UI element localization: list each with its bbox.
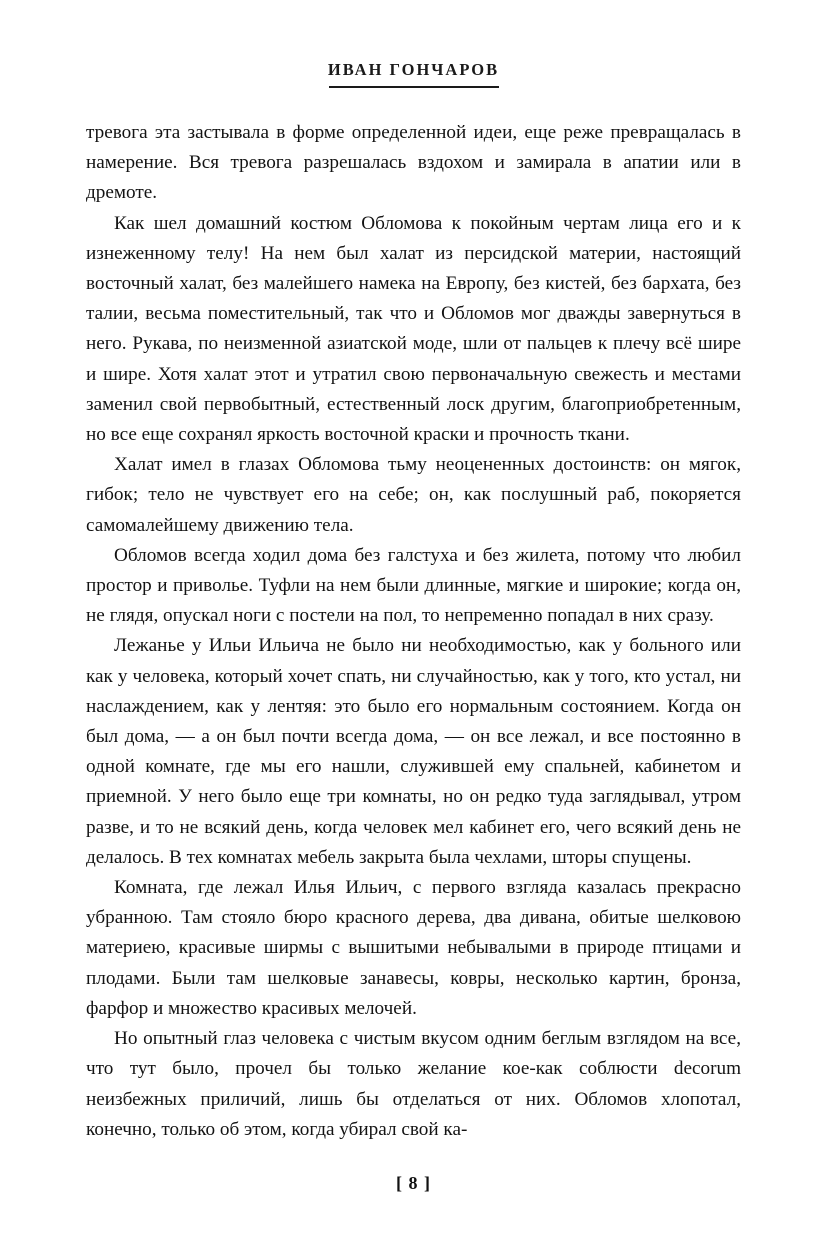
paragraph: Комната, где лежал Илья Ильич, с первого взгляда казалась прекрасно убранною. Там стояло бюро красного дерева, два дивана, обитые шелковою материею, красивые ширмы с вышитыми небывалыми в природе птицами и плодами. Были там шелковые занавесы, ковры, несколько картин, бронза, фарфор и множество красивых мелочей. bbox=[86, 877, 741, 1019]
paragraph: Лежанье у Ильи Ильича не было ни необходимостью, как у больного или как у человека, который хочет спать, ни случайностью, как у того, кто устал, ни наслаждением, как у лентяя: это было его нормальным состоянием. Когда он был дома, — а он был почти всегда дома, — он все лежал, и все постоянно в одной комнате, где мы его нашли, служившей ему спальней, кабинетом и приемной. У него было еще три комнаты, но он редко туда заглядывал, утром разве, и то не всякий день, когда человек мел кабинет его, чего всякий день не делалось. В тех комнатах мебель закрыта была чехлами, шторы спущены. bbox=[86, 635, 741, 868]
paragraph: тревога эта застывала в форме определенной идеи, еще реже превращалась в намерение. Вся тревога разрешалась вздохом и замирала в апатии или в дремоте. bbox=[86, 122, 741, 204]
paragraph: Как шел домашний костюм Обломова к покойным чертам лица его и к изнеженному телу! На нем был халат из персидской материи, настоящий восточный халат, без малейшего намека на Европу, без кистей, без бархата, без талии, весьма поместительный, так что и Обломов мог дважды завернуться в него. Рукава, по неизменной азиатской моде, шли от пальцев к плечу всё шире и шире. Хотя халат этот и утратил свою первоначальную свежесть и местами заменил свой первобытный, естественный лоск другим, благоприобретенным, но все еще сохранял яркость восточной краски и прочность ткани. bbox=[86, 212, 741, 446]
paragraph: Но опытный глаз человека с чистым вкусом одним беглым взглядом на все, что тут было, прочел бы только желание кое-как соблюсти decorum неизбежных приличий, лишь бы отделаться от них. Обломов хлопотал, конечно, только об этом, когда убирал свой ка- bbox=[86, 1028, 741, 1140]
header-divider bbox=[329, 86, 499, 88]
header-rule-container bbox=[86, 86, 741, 88]
body-text-block bbox=[86, 118, 741, 1173]
running-head-author: ИВАН ГОНЧАРОВ bbox=[327, 60, 500, 79]
paragraph: Халат имел в глазах Обломова тьму неоцененных достоинств: он мягок, гибок; тело не чувствует его на себе; он, как послушный раб, покоряется самомалейшему движению тела. bbox=[86, 454, 741, 536]
page-number: [ 8 ] bbox=[396, 1173, 431, 1193]
paragraph: Обломов всегда ходил дома без галстуха и без жилета, потому что любил простор и приволье. Туфли на нем были длинные, мягкие и широкие; когда он, не глядя, опускал ноги с постели на пол, то непременно попадал в них сразу. bbox=[86, 544, 741, 627]
